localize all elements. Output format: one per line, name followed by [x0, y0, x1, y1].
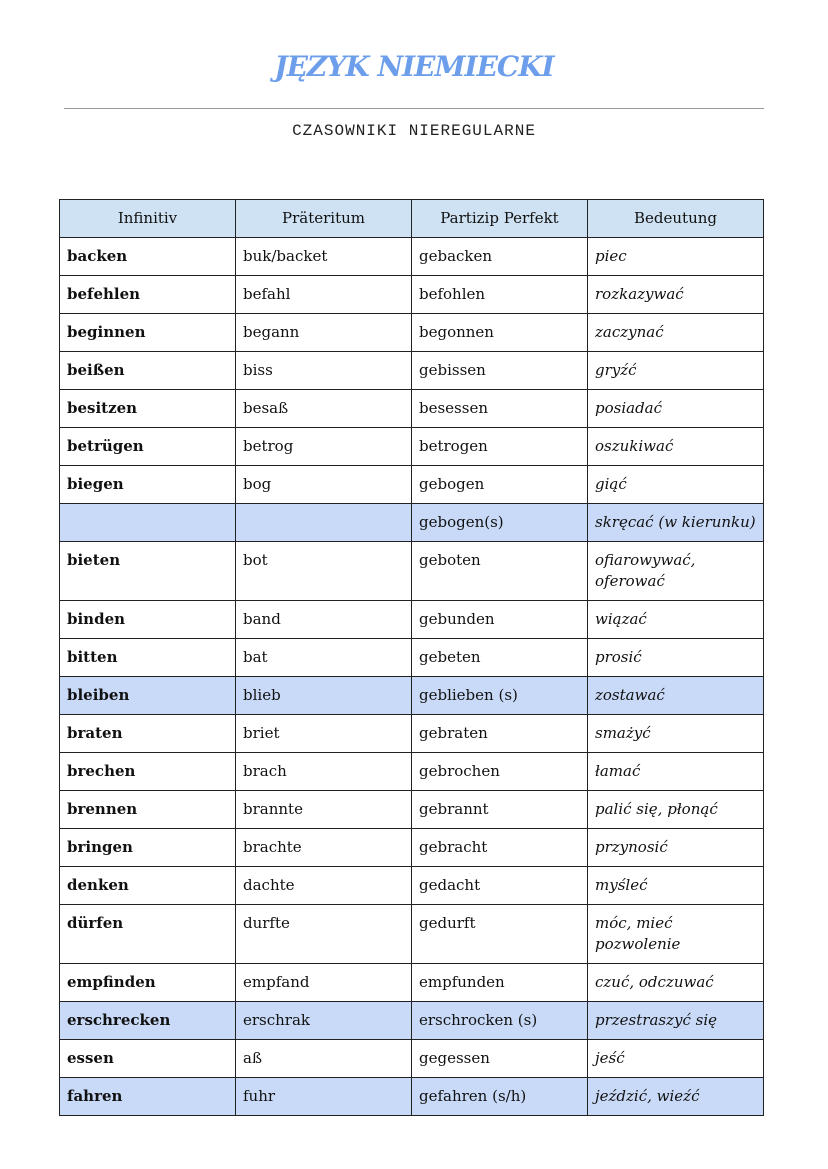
- table-row: [60, 829, 764, 867]
- cell-infinitiv: beißen: [60, 352, 236, 390]
- table-row: [60, 677, 764, 715]
- cell-infinitiv: braten: [60, 715, 236, 753]
- cell-infinitiv: beginnen: [60, 314, 236, 352]
- cell-infinitiv: brennen: [60, 791, 236, 829]
- cell-prateritum: besaß: [236, 390, 412, 428]
- cell-partizip: gebracht: [412, 829, 588, 867]
- cell-infinitiv: fahren: [60, 1078, 236, 1116]
- table-row: [60, 428, 764, 466]
- cell-partizip: befohlen: [412, 276, 588, 314]
- table-row: [60, 1078, 764, 1116]
- cell-partizip: gedurft: [412, 905, 588, 964]
- cell-infinitiv: binden: [60, 601, 236, 639]
- cell-bedeutung: palić się, płonąć: [588, 791, 764, 829]
- cell-prateritum: begann: [236, 314, 412, 352]
- table-row: [60, 276, 764, 314]
- cell-infinitiv: erschrecken: [60, 1002, 236, 1040]
- cell-prateritum: briet: [236, 715, 412, 753]
- cell-prateritum: brachte: [236, 829, 412, 867]
- cell-prateritum: biss: [236, 352, 412, 390]
- cell-bedeutung: jeździć, wieźć: [588, 1078, 764, 1116]
- cell-bedeutung: przynosić: [588, 829, 764, 867]
- cell-bedeutung: łamać: [588, 753, 764, 791]
- cell-infinitiv: denken: [60, 867, 236, 905]
- cell-infinitiv: empfinden: [60, 964, 236, 1002]
- cell-infinitiv: bleiben: [60, 677, 236, 715]
- header-prateritum: Präteritum: [236, 200, 412, 238]
- header-partizip: Partizip Perfekt: [412, 200, 588, 238]
- cell-partizip: gebraten: [412, 715, 588, 753]
- cell-partizip: gebogen(s): [412, 504, 588, 542]
- cell-infinitiv: bieten: [60, 542, 236, 601]
- page-title: JĘZYK NIEMIECKI: [274, 50, 554, 83]
- table-row: [60, 390, 764, 428]
- cell-partizip: geboten: [412, 542, 588, 601]
- cell-bedeutung: zostawać: [588, 677, 764, 715]
- cell-infinitiv: betrügen: [60, 428, 236, 466]
- subtitle: CZASOWNIKI NIEREGULARNE: [292, 122, 536, 140]
- cell-prateritum: [236, 504, 412, 542]
- cell-prateritum: bat: [236, 639, 412, 677]
- table-row: [60, 542, 764, 601]
- divider: [64, 108, 764, 109]
- cell-bedeutung: rozkazywać: [588, 276, 764, 314]
- table-row: [60, 791, 764, 829]
- cell-partizip: gebunden: [412, 601, 588, 639]
- cell-prateritum: bot: [236, 542, 412, 601]
- cell-partizip: besessen: [412, 390, 588, 428]
- cell-bedeutung: móc, mieć pozwolenie: [588, 905, 764, 964]
- cell-partizip: gebrannt: [412, 791, 588, 829]
- cell-prateritum: band: [236, 601, 412, 639]
- cell-partizip: erschrocken (s): [412, 1002, 588, 1040]
- cell-infinitiv: backen: [60, 238, 236, 276]
- cell-bedeutung: przestraszyć się: [588, 1002, 764, 1040]
- cell-partizip: gefahren (s/h): [412, 1078, 588, 1116]
- table-row: [60, 964, 764, 1002]
- cell-prateritum: brannte: [236, 791, 412, 829]
- table-header-row: [60, 200, 764, 238]
- table-row: [60, 504, 764, 542]
- cell-prateritum: dachte: [236, 867, 412, 905]
- cell-partizip: gedacht: [412, 867, 588, 905]
- cell-bedeutung: smażyć: [588, 715, 764, 753]
- table-row: [60, 466, 764, 504]
- table-row: [60, 352, 764, 390]
- cell-partizip: geblieben (s): [412, 677, 588, 715]
- cell-partizip: betrogen: [412, 428, 588, 466]
- cell-bedeutung: prosić: [588, 639, 764, 677]
- cell-prateritum: bog: [236, 466, 412, 504]
- cell-infinitiv: dürfen: [60, 905, 236, 964]
- cell-partizip: begonnen: [412, 314, 588, 352]
- cell-bedeutung: wiązać: [588, 601, 764, 639]
- cell-bedeutung: myśleć: [588, 867, 764, 905]
- cell-infinitiv: besitzen: [60, 390, 236, 428]
- cell-partizip: gegessen: [412, 1040, 588, 1078]
- cell-prateritum: durfte: [236, 905, 412, 964]
- cell-bedeutung: gryźć: [588, 352, 764, 390]
- cell-partizip: empfunden: [412, 964, 588, 1002]
- cell-prateritum: betrog: [236, 428, 412, 466]
- cell-infinitiv: [60, 504, 236, 542]
- cell-bedeutung: zaczynać: [588, 314, 764, 352]
- cell-infinitiv: biegen: [60, 466, 236, 504]
- cell-bedeutung: jeść: [588, 1040, 764, 1078]
- table-row: [60, 601, 764, 639]
- table-row: [60, 753, 764, 791]
- cell-bedeutung: giąć: [588, 466, 764, 504]
- table-row: [60, 1040, 764, 1078]
- cell-infinitiv: essen: [60, 1040, 236, 1078]
- cell-bedeutung: posiadać: [588, 390, 764, 428]
- cell-prateritum: erschrak: [236, 1002, 412, 1040]
- table-row: [60, 715, 764, 753]
- cell-prateritum: brach: [236, 753, 412, 791]
- cell-partizip: gebogen: [412, 466, 588, 504]
- header-bedeutung: Bedeutung: [588, 200, 764, 238]
- cell-bedeutung: skręcać (w kierunku): [588, 504, 764, 542]
- cell-prateritum: fuhr: [236, 1078, 412, 1116]
- table-row: [60, 639, 764, 677]
- cell-infinitiv: befehlen: [60, 276, 236, 314]
- cell-bedeutung: czuć, odczuwać: [588, 964, 764, 1002]
- cell-prateritum: blieb: [236, 677, 412, 715]
- cell-infinitiv: bringen: [60, 829, 236, 867]
- cell-partizip: gebeten: [412, 639, 588, 677]
- header-infinitiv: Infinitiv: [60, 200, 236, 238]
- verb-table: [59, 199, 764, 1116]
- cell-partizip: gebacken: [412, 238, 588, 276]
- table-row: [60, 867, 764, 905]
- table-row: [60, 238, 764, 276]
- cell-prateritum: aß: [236, 1040, 412, 1078]
- cell-bedeutung: oszukiwać: [588, 428, 764, 466]
- cell-bedeutung: ofiarowywać, oferować: [588, 542, 764, 601]
- cell-bedeutung: piec: [588, 238, 764, 276]
- cell-infinitiv: brechen: [60, 753, 236, 791]
- cell-prateritum: buk/backet: [236, 238, 412, 276]
- cell-prateritum: befahl: [236, 276, 412, 314]
- table-row: [60, 314, 764, 352]
- table-row: [60, 1002, 764, 1040]
- cell-infinitiv: bitten: [60, 639, 236, 677]
- cell-partizip: gebissen: [412, 352, 588, 390]
- table-row: [60, 905, 764, 964]
- cell-partizip: gebrochen: [412, 753, 588, 791]
- cell-prateritum: empfand: [236, 964, 412, 1002]
